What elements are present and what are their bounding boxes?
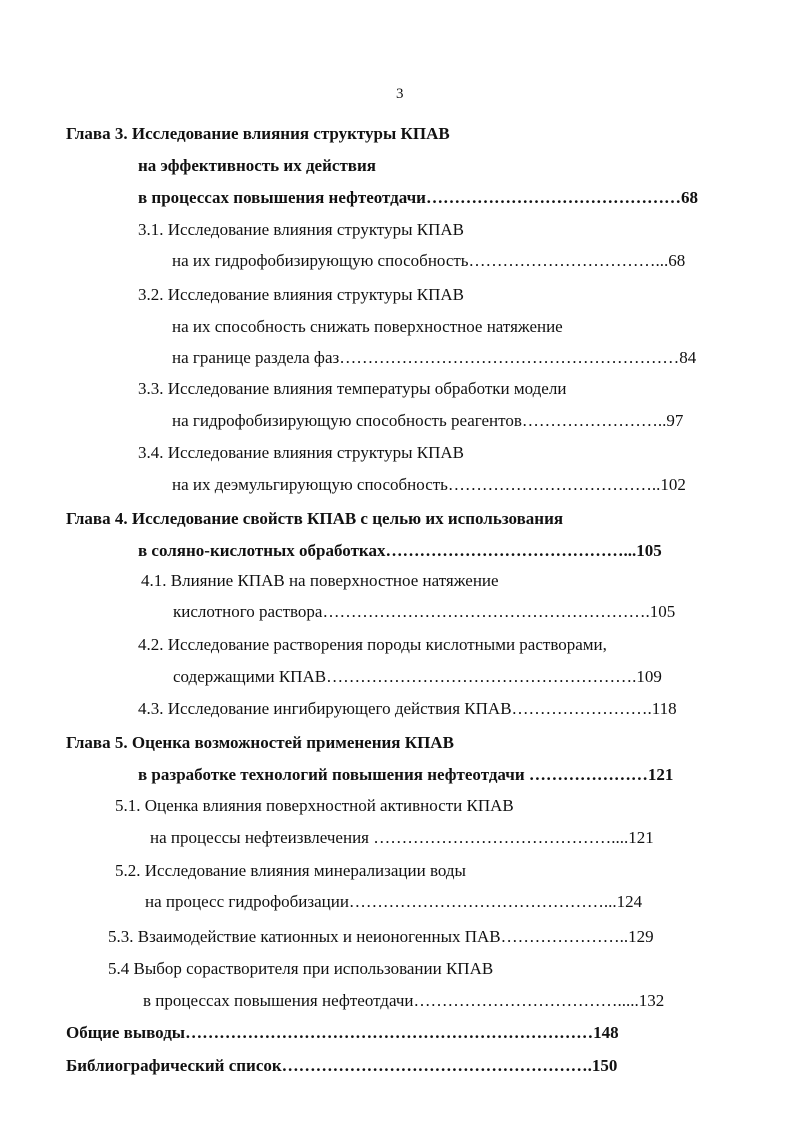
chapter-4-title: Глава 4. Исследование свойств КПАВ с целью их использования	[66, 509, 564, 528]
chapter-3-title: Глава 3. Исследование влияния структуры КПАВ	[66, 124, 450, 143]
section-3-3-title: 3.3. Исследование влияния температуры обработки модели	[138, 379, 567, 398]
section-3-2-entry: на границе раздела фаз……………………………………………………84	[172, 348, 697, 367]
chapter-5-title: Глава 5. Оценка возможностей применения КПАВ	[66, 733, 454, 752]
section-3-3-entry: на гидрофобизирующую способность реагентов……………………..97	[172, 411, 684, 430]
section-3-1-entry: на их гидрофобизирующую способность……………………………...68	[172, 251, 686, 270]
section-5-3-entry: 5.3. Взаимодействие катионных и неионогенных ПАВ…………………..129	[108, 927, 654, 946]
section-4-2-title: 4.2. Исследование растворения породы кислотными растворами,	[138, 635, 607, 654]
chapter-5-entry: в разработке технологий повышения нефтеотдачи …………………121	[138, 765, 674, 784]
section-4-1-entry: кислотного раствора………………………………………………….105	[173, 602, 676, 621]
conclusions-entry: Общие выводы………………………………………………………………148	[66, 1023, 619, 1042]
section-4-3-entry: 4.3. Исследование ингибирующего действия КПАВ…………………….118	[138, 699, 677, 718]
section-3-1-title: 3.1. Исследование влияния структуры КПАВ	[138, 220, 464, 239]
section-3-2-title-cont: на их способность снижать поверхностное натяжение	[172, 317, 563, 336]
section-4-2-entry: содержащими КПАВ……………………………………………….109	[173, 667, 662, 686]
section-3-2-title: 3.2. Исследование влияния структуры КПАВ	[138, 285, 464, 304]
section-5-2-entry: на процесс гидрофобизации………………………………………...124	[145, 892, 643, 911]
section-5-4-entry: в процессах повышения нефтеотдачи……………………………….....132	[143, 991, 665, 1010]
section-3-4-entry: на их деэмульгирующую способность………………………………..102	[172, 475, 686, 494]
section-4-1-title: 4.1. Влияние КПАВ на поверхностное натяжение	[141, 571, 499, 590]
section-5-4-title: 5.4 Выбор сорастворителя при использовании КПАВ	[108, 959, 494, 978]
section-5-1-entry: на процессы нефтеизвлечения ……………………………………....121	[150, 828, 654, 847]
section-3-4-title: 3.4. Исследование влияния структуры КПАВ	[138, 443, 464, 462]
chapter-3-title-cont: на эффективность их действия	[138, 156, 376, 175]
chapter-3-entry: в процессах повышения нефтеотдачи………………………………………68	[138, 188, 698, 207]
chapter-4-entry: в соляно-кислотных обработках……………………………………...105	[138, 541, 662, 560]
section-5-1-title: 5.1. Оценка влияния поверхностной активности КПАВ	[115, 796, 514, 815]
page-number: 3	[396, 86, 404, 102]
section-5-2-title: 5.2. Исследование влияния минерализации воды	[115, 861, 466, 880]
bibliography-entry: Библиографический список……………………………………………….150	[66, 1056, 618, 1075]
